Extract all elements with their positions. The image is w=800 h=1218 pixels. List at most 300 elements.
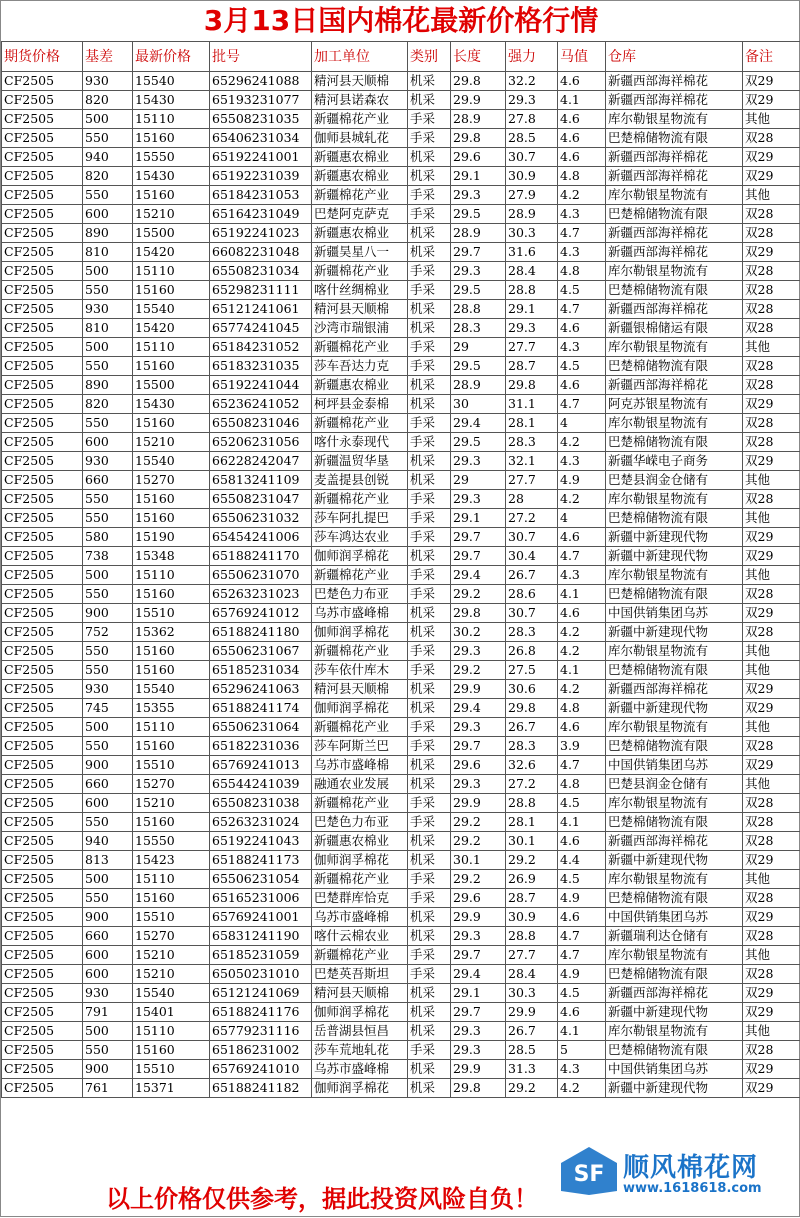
shunfeng-logo-icon	[559, 1145, 619, 1197]
cell-basis: 550	[83, 186, 133, 205]
cell-category: 手采	[408, 433, 451, 452]
cell-futures-price: CF2505	[2, 1041, 83, 1060]
cell-latest-price: 15160	[133, 661, 210, 680]
cell-latest-price: 15270	[133, 927, 210, 946]
cell-futures-price: CF2505	[2, 338, 83, 357]
cell-futures-price: CF2505	[2, 395, 83, 414]
cell-micronaire: 4.6	[558, 110, 606, 129]
table-row	[2, 433, 800, 452]
cell-micronaire: 4.4	[558, 851, 606, 870]
cell-basis: 660	[83, 927, 133, 946]
cell-strength: 29.2	[506, 851, 558, 870]
cell-micronaire: 4.9	[558, 471, 606, 490]
cell-remark: 其他	[743, 566, 800, 585]
cell-strength: 27.7	[506, 471, 558, 490]
cell-futures-price: CF2505	[2, 509, 83, 528]
cell-batch-number: 65769241010	[210, 1060, 312, 1079]
cell-futures-price: CF2505	[2, 205, 83, 224]
cell-micronaire: 4.6	[558, 376, 606, 395]
cell-basis: 500	[83, 566, 133, 585]
cell-batch-number: 65454241006	[210, 528, 312, 547]
cell-remark: 双28	[743, 129, 800, 148]
cell-latest-price: 15270	[133, 775, 210, 794]
cell-remark: 其他	[743, 642, 800, 661]
cell-processing-unit: 新疆棉花产业	[312, 794, 408, 813]
cell-warehouse: 巴楚棉储物流有限	[606, 889, 743, 908]
cell-micronaire: 4.5	[558, 870, 606, 889]
cell-length: 29.9	[451, 794, 506, 813]
cell-processing-unit: 乌苏市盛峰棉	[312, 1060, 408, 1079]
cell-processing-unit: 新疆昊星八一	[312, 243, 408, 262]
cell-futures-price: CF2505	[2, 528, 83, 547]
cell-length: 29.3	[451, 186, 506, 205]
cell-length: 29.1	[451, 984, 506, 1003]
cell-strength: 30.3	[506, 224, 558, 243]
cell-latest-price: 15500	[133, 376, 210, 395]
cell-length: 29.8	[451, 1079, 506, 1098]
cell-category: 手采	[408, 110, 451, 129]
cell-batch-number: 65508231035	[210, 110, 312, 129]
cell-warehouse: 新疆银棉储运有限	[606, 319, 743, 338]
cell-strength: 29.3	[506, 91, 558, 110]
cell-processing-unit: 新疆棉花产业	[312, 262, 408, 281]
cell-strength: 28.8	[506, 281, 558, 300]
cell-length: 29.6	[451, 148, 506, 167]
cell-latest-price: 15510	[133, 756, 210, 775]
cell-batch-number: 65184231053	[210, 186, 312, 205]
cell-strength: 29.9	[506, 1003, 558, 1022]
cell-strength: 30.7	[506, 528, 558, 547]
cell-warehouse: 巴楚棉储物流有限	[606, 661, 743, 680]
cell-futures-price: CF2505	[2, 889, 83, 908]
cell-length: 29.5	[451, 357, 506, 376]
cell-warehouse: 巴楚棉储物流有限	[606, 813, 743, 832]
cell-batch-number: 65192231039	[210, 167, 312, 186]
cell-processing-unit: 伽师润孚棉花	[312, 1003, 408, 1022]
cell-length: 29.5	[451, 205, 506, 224]
table-row	[2, 832, 800, 851]
table-row	[2, 262, 800, 281]
cell-latest-price: 15420	[133, 243, 210, 262]
cell-micronaire: 4.2	[558, 1079, 606, 1098]
cell-processing-unit: 巴楚阿克萨克	[312, 205, 408, 224]
cell-latest-price: 15550	[133, 148, 210, 167]
cell-length: 29.5	[451, 433, 506, 452]
cell-remark: 其他	[743, 338, 800, 357]
cell-basis: 500	[83, 1022, 133, 1041]
cell-latest-price: 15160	[133, 414, 210, 433]
cell-strength: 27.8	[506, 110, 558, 129]
cell-category: 手采	[408, 718, 451, 737]
cell-length: 29.2	[451, 870, 506, 889]
cell-remark: 双29	[743, 908, 800, 927]
cell-strength: 28.7	[506, 357, 558, 376]
cell-warehouse: 库尔勒银星物流有	[606, 414, 743, 433]
cell-processing-unit: 莎车依什库木	[312, 661, 408, 680]
cell-category: 手采	[408, 585, 451, 604]
header-batch-number: 批号	[210, 42, 312, 72]
cell-remark: 双28	[743, 205, 800, 224]
cell-remark: 双29	[743, 699, 800, 718]
cell-micronaire: 4.5	[558, 281, 606, 300]
cell-length: 29.6	[451, 889, 506, 908]
cell-basis: 761	[83, 1079, 133, 1098]
table-row	[2, 129, 800, 148]
cell-latest-price: 15210	[133, 433, 210, 452]
cell-strength: 30.4	[506, 547, 558, 566]
cell-remark: 其他	[743, 718, 800, 737]
cell-basis: 600	[83, 205, 133, 224]
cell-warehouse: 巴楚棉储物流有限	[606, 205, 743, 224]
cell-warehouse: 新疆西部海祥棉花	[606, 832, 743, 851]
cell-latest-price: 15160	[133, 737, 210, 756]
cell-category: 机采	[408, 1003, 451, 1022]
cell-basis: 660	[83, 775, 133, 794]
cell-category: 手采	[408, 490, 451, 509]
cell-warehouse: 库尔勒银星物流有	[606, 642, 743, 661]
cell-processing-unit: 新疆棉花产业	[312, 338, 408, 357]
cell-micronaire: 4	[558, 509, 606, 528]
cell-category: 机采	[408, 1060, 451, 1079]
cell-category: 手采	[408, 281, 451, 300]
cell-warehouse: 新疆西部海祥棉花	[606, 91, 743, 110]
cell-remark: 双28	[743, 262, 800, 281]
cell-futures-price: CF2505	[2, 718, 83, 737]
cell-basis: 930	[83, 300, 133, 319]
cell-batch-number: 65165231006	[210, 889, 312, 908]
cell-futures-price: CF2505	[2, 376, 83, 395]
cell-processing-unit: 精河县天顺棉	[312, 300, 408, 319]
cell-length: 29.8	[451, 72, 506, 91]
cell-strength: 31.1	[506, 395, 558, 414]
cell-micronaire: 4.8	[558, 167, 606, 186]
cell-category: 机采	[408, 167, 451, 186]
cell-processing-unit: 新疆棉花产业	[312, 186, 408, 205]
cell-category: 机采	[408, 319, 451, 338]
cell-processing-unit: 新疆棉花产业	[312, 870, 408, 889]
cell-processing-unit: 新疆棉花产业	[312, 414, 408, 433]
cell-latest-price: 15110	[133, 338, 210, 357]
table-row	[2, 547, 800, 566]
cell-strength: 28	[506, 490, 558, 509]
cell-processing-unit: 乌苏市盛峰棉	[312, 756, 408, 775]
cell-remark: 双28	[743, 585, 800, 604]
cell-warehouse: 库尔勒银星物流有	[606, 490, 743, 509]
cell-remark: 双28	[743, 281, 800, 300]
cell-warehouse: 新疆中新建现代物	[606, 1079, 743, 1098]
cell-futures-price: CF2505	[2, 547, 83, 566]
cell-futures-price: CF2505	[2, 129, 83, 148]
cell-basis: 890	[83, 376, 133, 395]
cell-latest-price: 15210	[133, 794, 210, 813]
cell-micronaire: 4.1	[558, 813, 606, 832]
cell-length: 28.3	[451, 319, 506, 338]
cell-strength: 29.8	[506, 699, 558, 718]
cell-length: 29.1	[451, 509, 506, 528]
cell-category: 手采	[408, 509, 451, 528]
cell-futures-price: CF2505	[2, 699, 83, 718]
cell-batch-number: 65296241088	[210, 72, 312, 91]
cell-warehouse: 新疆西部海祥棉花	[606, 984, 743, 1003]
cell-batch-number: 65186231002	[210, 1041, 312, 1060]
cell-remark: 双29	[743, 1079, 800, 1098]
cell-remark: 双29	[743, 395, 800, 414]
cell-strength: 29.2	[506, 1079, 558, 1098]
cell-remark: 双28	[743, 737, 800, 756]
cell-length: 30.2	[451, 623, 506, 642]
cell-basis: 820	[83, 395, 133, 414]
cell-remark: 双29	[743, 72, 800, 91]
cell-batch-number: 65185231034	[210, 661, 312, 680]
cell-futures-price: CF2505	[2, 433, 83, 452]
cell-futures-price: CF2505	[2, 452, 83, 471]
cell-futures-price: CF2505	[2, 414, 83, 433]
cell-basis: 500	[83, 262, 133, 281]
cell-latest-price: 15190	[133, 528, 210, 547]
cell-futures-price: CF2505	[2, 870, 83, 889]
cell-batch-number: 65774241045	[210, 319, 312, 338]
cell-batch-number: 65206231056	[210, 433, 312, 452]
cell-futures-price: CF2505	[2, 110, 83, 129]
cell-length: 29.2	[451, 832, 506, 851]
cell-futures-price: CF2505	[2, 186, 83, 205]
cell-basis: 820	[83, 167, 133, 186]
cell-warehouse: 库尔勒银星物流有	[606, 338, 743, 357]
cell-micronaire: 4.1	[558, 1022, 606, 1041]
cell-length: 29.7	[451, 547, 506, 566]
cell-micronaire: 3.9	[558, 737, 606, 756]
cell-category: 手采	[408, 813, 451, 832]
cell-category: 机采	[408, 452, 451, 471]
cell-processing-unit: 新疆惠农棉业	[312, 224, 408, 243]
cell-processing-unit: 喀什永泰现代	[312, 433, 408, 452]
cell-batch-number: 65121241061	[210, 300, 312, 319]
cell-processing-unit: 精河县天顺棉	[312, 680, 408, 699]
cell-strength: 32.6	[506, 756, 558, 775]
cell-warehouse: 库尔勒银星物流有	[606, 1022, 743, 1041]
cell-length: 29.3	[451, 718, 506, 737]
table-row	[2, 585, 800, 604]
table-row	[2, 528, 800, 547]
cell-warehouse: 新疆西部海祥棉花	[606, 224, 743, 243]
table-row	[2, 908, 800, 927]
header-strength: 强力	[506, 42, 558, 72]
cell-basis: 930	[83, 680, 133, 699]
cell-batch-number: 65544241039	[210, 775, 312, 794]
table-row	[2, 1079, 800, 1098]
cell-latest-price: 15423	[133, 851, 210, 870]
cell-category: 手采	[408, 737, 451, 756]
cell-basis: 930	[83, 984, 133, 1003]
cell-remark: 双29	[743, 528, 800, 547]
table-row	[2, 376, 800, 395]
cell-category: 机采	[408, 243, 451, 262]
cell-basis: 738	[83, 547, 133, 566]
cell-remark: 双28	[743, 414, 800, 433]
cell-strength: 28.1	[506, 813, 558, 832]
cell-category: 手采	[408, 870, 451, 889]
cell-processing-unit: 新疆温贸华垦	[312, 452, 408, 471]
cell-batch-number: 65164231049	[210, 205, 312, 224]
cell-batch-number: 65188241176	[210, 1003, 312, 1022]
cell-basis: 550	[83, 129, 133, 148]
cell-batch-number: 65769241012	[210, 604, 312, 623]
cell-micronaire: 4.1	[558, 585, 606, 604]
cell-category: 机采	[408, 775, 451, 794]
cell-micronaire: 4.2	[558, 433, 606, 452]
table-row	[2, 509, 800, 528]
svg-text:SF: SF	[574, 1162, 605, 1187]
cell-length: 29.8	[451, 604, 506, 623]
cell-remark: 其他	[743, 870, 800, 889]
cell-length: 29.9	[451, 908, 506, 927]
cell-strength: 27.2	[506, 775, 558, 794]
table-row	[2, 870, 800, 889]
cell-futures-price: CF2505	[2, 908, 83, 927]
cell-length: 29.2	[451, 585, 506, 604]
cell-length: 29.9	[451, 680, 506, 699]
cell-processing-unit: 莎车阿斯兰巴	[312, 737, 408, 756]
cell-remark: 双29	[743, 680, 800, 699]
cell-processing-unit: 莎车鸿达农业	[312, 528, 408, 547]
table-row	[2, 243, 800, 262]
cell-warehouse: 巴楚棉储物流有限	[606, 509, 743, 528]
cell-category: 手采	[408, 566, 451, 585]
table-row	[2, 186, 800, 205]
cell-remark: 双29	[743, 984, 800, 1003]
cell-warehouse: 库尔勒银星物流有	[606, 110, 743, 129]
cell-processing-unit: 喀什云棉农业	[312, 927, 408, 946]
cell-latest-price: 15160	[133, 129, 210, 148]
cell-processing-unit: 麦盖提县创锐	[312, 471, 408, 490]
cell-strength: 28.3	[506, 433, 558, 452]
cell-remark: 其他	[743, 110, 800, 129]
cell-category: 机采	[408, 300, 451, 319]
cell-futures-price: CF2505	[2, 756, 83, 775]
cell-futures-price: CF2505	[2, 91, 83, 110]
cell-basis: 930	[83, 72, 133, 91]
cell-basis: 550	[83, 357, 133, 376]
cell-warehouse: 库尔勒银星物流有	[606, 794, 743, 813]
cell-batch-number: 65182231036	[210, 737, 312, 756]
table-row	[2, 300, 800, 319]
cell-basis: 600	[83, 946, 133, 965]
cell-warehouse: 巴楚棉储物流有限	[606, 281, 743, 300]
cell-micronaire: 4.6	[558, 148, 606, 167]
cell-remark: 双28	[743, 794, 800, 813]
page-title: 3月13日国内棉花最新价格行情	[1, 1, 800, 41]
cell-basis: 550	[83, 889, 133, 908]
cell-length: 29.4	[451, 965, 506, 984]
cell-strength: 26.7	[506, 1022, 558, 1041]
cell-basis: 550	[83, 509, 133, 528]
cell-strength: 27.5	[506, 661, 558, 680]
cell-micronaire: 4.2	[558, 490, 606, 509]
cell-futures-price: CF2505	[2, 1022, 83, 1041]
cell-remark: 双28	[743, 813, 800, 832]
cell-batch-number: 65050231010	[210, 965, 312, 984]
cell-warehouse: 巴楚县润金仓储有	[606, 775, 743, 794]
cell-processing-unit: 新疆棉花产业	[312, 110, 408, 129]
table-row	[2, 395, 800, 414]
cell-remark: 双29	[743, 1060, 800, 1079]
cell-remark: 双29	[743, 604, 800, 623]
cell-futures-price: CF2505	[2, 243, 83, 262]
cell-strength: 28.8	[506, 794, 558, 813]
cell-category: 手采	[408, 528, 451, 547]
cell-futures-price: CF2505	[2, 357, 83, 376]
cell-category: 手采	[408, 338, 451, 357]
cell-batch-number: 66082231048	[210, 243, 312, 262]
cell-length: 29.4	[451, 566, 506, 585]
cell-micronaire: 4.6	[558, 718, 606, 737]
cell-length: 29.9	[451, 1060, 506, 1079]
table-row	[2, 1060, 800, 1079]
cell-strength: 28.8	[506, 927, 558, 946]
cell-processing-unit: 新疆惠农棉业	[312, 167, 408, 186]
cell-micronaire: 5	[558, 1041, 606, 1060]
table-row	[2, 1003, 800, 1022]
cell-warehouse: 中国供销集团乌苏	[606, 1060, 743, 1079]
header-category: 类别	[408, 42, 451, 72]
cell-length: 29.7	[451, 528, 506, 547]
cell-processing-unit: 巴楚英吾斯坦	[312, 965, 408, 984]
cell-warehouse: 库尔勒银星物流有	[606, 718, 743, 737]
cell-micronaire: 4.6	[558, 129, 606, 148]
cell-futures-price: CF2505	[2, 148, 83, 167]
price-table	[1, 41, 800, 1098]
cell-category: 手采	[408, 965, 451, 984]
cell-strength: 27.9	[506, 186, 558, 205]
cell-micronaire: 4.6	[558, 832, 606, 851]
table-row	[2, 566, 800, 585]
cell-micronaire: 4.2	[558, 623, 606, 642]
cell-strength: 28.3	[506, 623, 558, 642]
cell-basis: 930	[83, 452, 133, 471]
cell-processing-unit: 融通农业发展	[312, 775, 408, 794]
cell-warehouse: 新疆西部海祥棉花	[606, 167, 743, 186]
cell-category: 手采	[408, 262, 451, 281]
cell-latest-price: 15110	[133, 262, 210, 281]
cell-basis: 660	[83, 471, 133, 490]
cell-micronaire: 4.6	[558, 908, 606, 927]
cell-latest-price: 15355	[133, 699, 210, 718]
cell-processing-unit: 巴楚色力布亚	[312, 585, 408, 604]
cell-micronaire: 4.1	[558, 661, 606, 680]
cell-futures-price: CF2505	[2, 1003, 83, 1022]
table-row	[2, 699, 800, 718]
cell-batch-number: 65188241174	[210, 699, 312, 718]
cell-warehouse: 新疆中新建现代物	[606, 547, 743, 566]
cell-strength: 29.3	[506, 319, 558, 338]
cell-batch-number: 65188241182	[210, 1079, 312, 1098]
cell-batch-number: 65506231054	[210, 870, 312, 889]
cell-futures-price: CF2505	[2, 167, 83, 186]
header-remark: 备注	[743, 42, 800, 72]
cell-micronaire: 4.7	[558, 395, 606, 414]
cell-latest-price: 15420	[133, 319, 210, 338]
cell-remark: 双28	[743, 433, 800, 452]
cell-batch-number: 65506231064	[210, 718, 312, 737]
cell-micronaire: 4.2	[558, 642, 606, 661]
cell-remark: 双29	[743, 1003, 800, 1022]
cell-warehouse: 中国供销集团乌苏	[606, 908, 743, 927]
cell-latest-price: 15210	[133, 965, 210, 984]
table-row	[2, 224, 800, 243]
cell-remark: 其他	[743, 471, 800, 490]
cell-basis: 500	[83, 718, 133, 737]
cell-strength: 28.7	[506, 889, 558, 908]
